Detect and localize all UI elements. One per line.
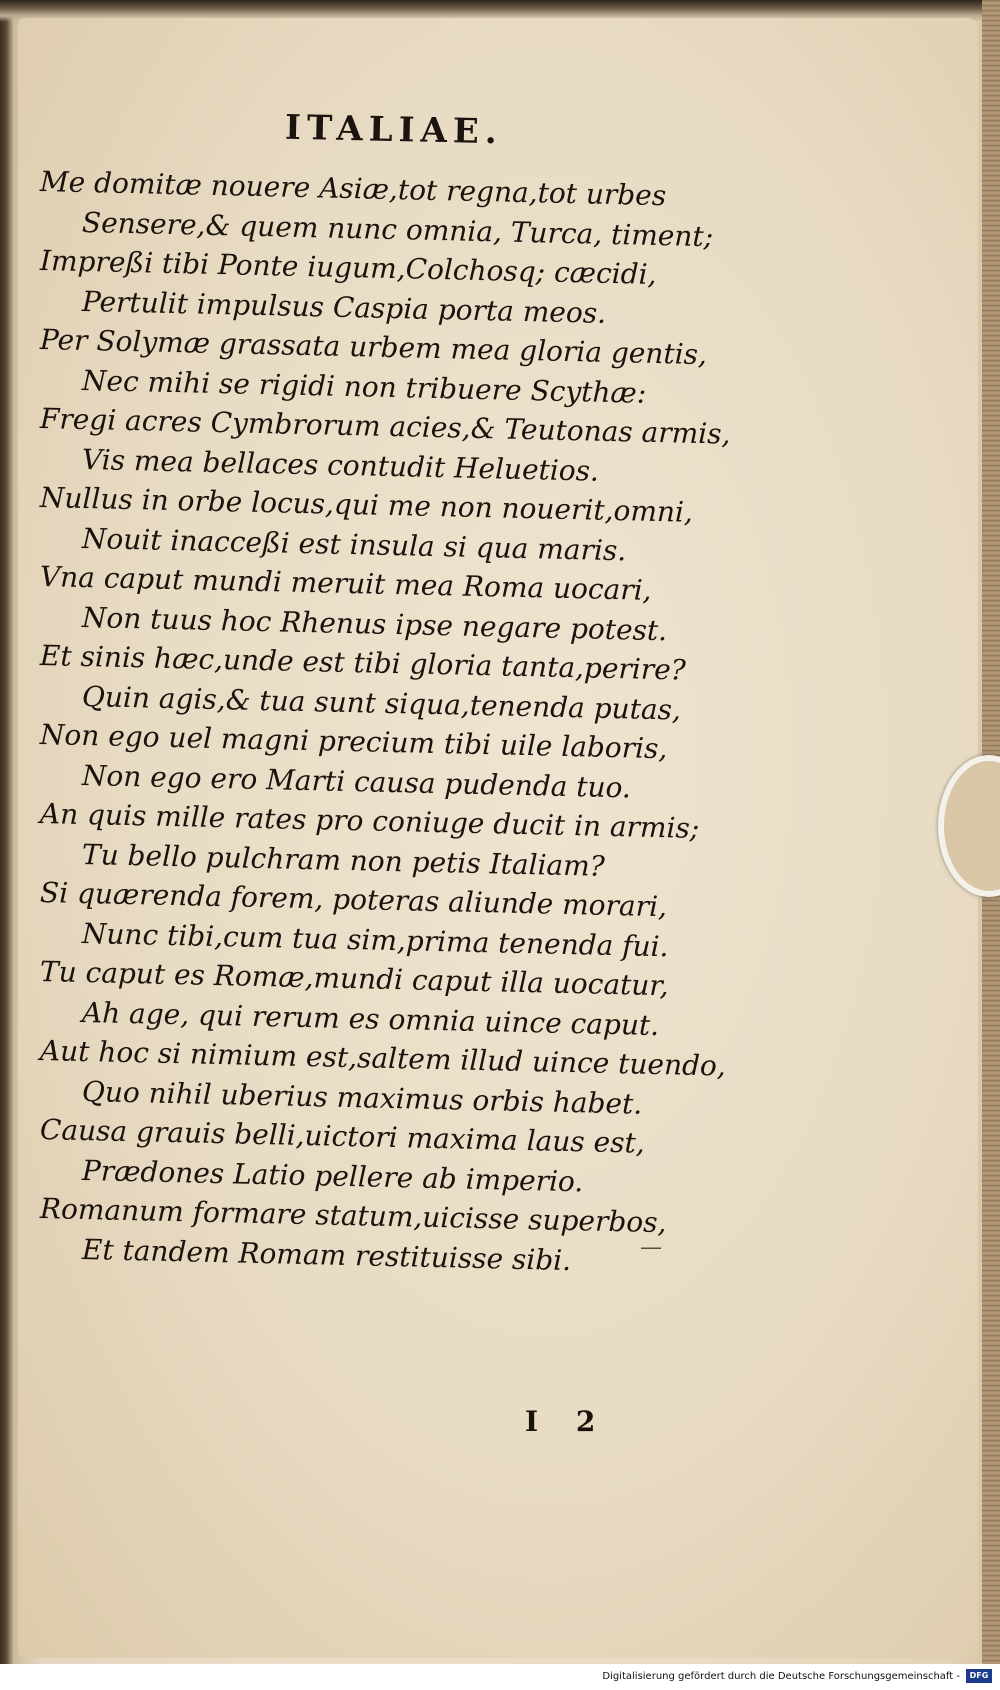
facing-page-bleed [0, 140, 30, 1540]
poem-line: An quis mille rates pro coniuge ducit in armis; [39, 797, 700, 845]
poem-line: Pertulit impulsus Caspia porta meos. [81, 284, 607, 330]
poem-line: Si quærenda forem, poteras aliunde morari, [39, 876, 668, 924]
poem-line: Non ego uel magni precium tibi uile laboris, [39, 718, 668, 766]
poem-line: Prædones Latio pellere ab imperio. [81, 1153, 584, 1198]
signature-mark: I 2 [525, 1405, 610, 1438]
poem-line: Non tuus hoc Rhenus ipse negare potest. [81, 600, 668, 647]
stray-mark: — [640, 1235, 662, 1260]
poem-line: Quin agis,& tua sunt siqua,tenenda putas, [81, 679, 682, 727]
poem-line: Tu caput es Romæ,mundi caput illa uocatur, [39, 955, 669, 1003]
running-head: ITALIAE. [284, 107, 504, 153]
poem-line: Nouit inacceßi est insula si qua maris. [81, 521, 627, 567]
poem-line: Romanum formare statum,uicisse superbos, [39, 1192, 667, 1240]
digitization-footer [0, 1664, 1000, 1690]
poem-line: Et sinis hæc,unde est tibi gloria tanta,perire? [39, 639, 687, 687]
poem-line: Nunc tibi,cum tua sim,prima tenenda fui. [81, 916, 669, 963]
poem-text [39, 162, 740, 1277]
poem-line: Me domitæ nouere Asiæ,tot regna,tot urbes [39, 165, 667, 213]
poem-line: Et tandem Romam restituisse sibi. [81, 1232, 572, 1277]
poem-line: Non ego ero Marti causa pudenda tuo. [81, 758, 632, 804]
poem-line: Vis mea bellaces contudit Heluetios. [81, 442, 600, 488]
poem-line: Nullus in orbe locus,qui me non nouerit,omni, [39, 481, 694, 529]
poem-line: Sensere,& quem nunc omnia, Turca, timent; [81, 205, 714, 253]
dfg-logo: DFG [966, 1669, 992, 1683]
poem-line: Quo nihil uberius maximus orbis habet. [81, 1074, 643, 1121]
poem-line: Impreßi tibi Ponte iugum,Colchosq; cæcidi, [39, 244, 657, 291]
footer-credit: Digitalisierung gefördert durch die Deutsche Forschungsgemeinschaft - [602, 1671, 960, 1682]
poem-line: Vna caput mundi meruit mea Roma uocari, [39, 560, 652, 607]
poem-line: Causa grauis belli,uictori maxima laus est, [39, 1113, 646, 1160]
poem-line: Tu bello pulchram non petis Italiam? [81, 837, 606, 883]
poem-line: Ah age, qui rerum es omnia uince caput. [81, 995, 660, 1042]
poem-line: Nec mihi se rigidi non tribuere Scythæ: [81, 363, 647, 410]
poem-line: Per Solymæ grassata urbem mea gloria gentis, [39, 323, 708, 372]
poem-line: Aut hoc si nimium est,saltem illud uince tuendo, [39, 1034, 727, 1083]
poem-line: Fregi acres Cymbrorum acies,& Teutonas armis, [39, 402, 731, 451]
